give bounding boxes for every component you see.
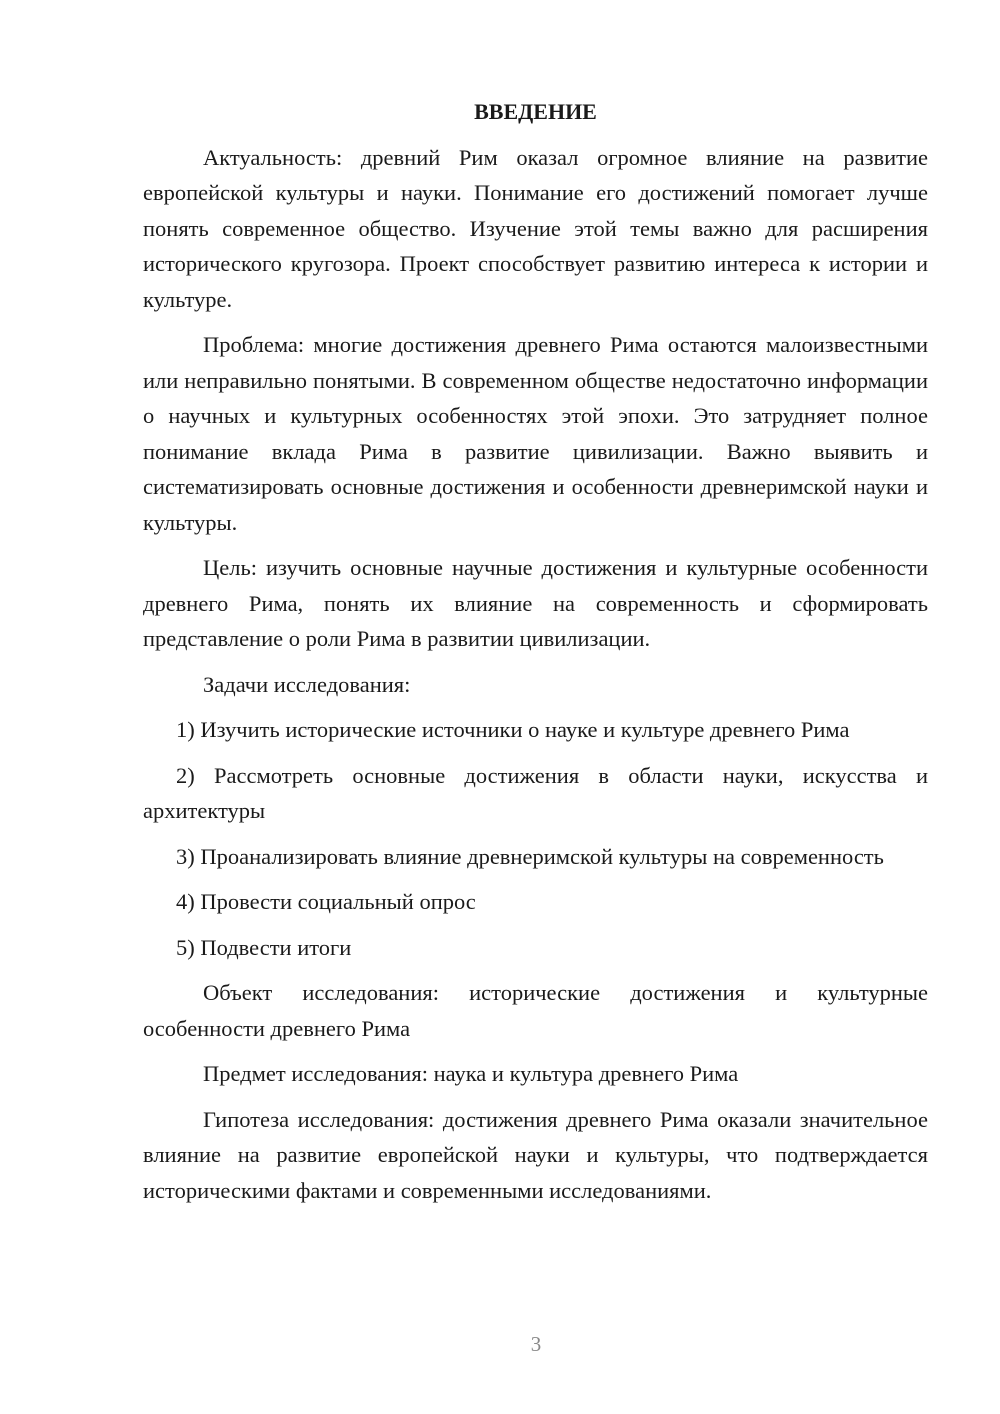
task-item-3: 3) Проанализировать влияние древнеримской культуры на современность <box>176 843 884 869</box>
object-paragraph: Объект исследования: исторические достижения и культурные особенности древнего Рима <box>143 980 928 1041</box>
task-item-2: 2) Рассмотреть основные достижения в области науки, искусства и архитектуры <box>143 762 928 823</box>
problem-paragraph: Проблема: многие достижения древнего Рима остаются малоизвестными или неправильно понятыми. В современном обществе недостаточно информации о научных и культурных особенностях этой эпохи. Это затрудняет полное понимание вклада Рима в развитие цивилизации. Важно выявить и систематизировать основные достижения и особенности древнеримской науки и культуры. <box>143 332 928 535</box>
tasks-heading: Задачи исследования: <box>203 671 411 697</box>
task-item-1: 1) Изучить исторические источники о науке и культуре древнего Рима <box>176 717 850 742</box>
page-content <box>143 94 928 1218</box>
task-item-4: 4) Провести социальный опрос <box>176 889 476 914</box>
relevance-paragraph: Актуальность: древний Рим оказал огромное влияние на развитие европейской культуры и науки. Понимание его достижений помогает лучше понять современное общество. Изучение этой темы важно для расширения исторического кругозора. Проект способствует развитию интереса к истории и культуре. <box>143 144 928 312</box>
page-number: 3 <box>530 1332 542 1356</box>
hypothesis-paragraph: Гипотеза исследования: достижения древнего Рима оказали значительное влияние на развитие европейской науки и культуры, что подтверждается историческими фактами и современными исследованиями. <box>143 1106 928 1203</box>
subject-paragraph: Предмет исследования: наука и культура древнего Рима <box>203 1061 739 1086</box>
section-heading: ВВЕДЕНИЕ <box>474 99 597 124</box>
task-item-5: 5) Подвести итоги <box>176 934 352 960</box>
goal-paragraph: Цель: изучить основные научные достижения и культурные особенности древнего Рима, понять их влияние на современность и сформировать представление о роли Рима в развитии цивилизации. <box>143 555 928 651</box>
